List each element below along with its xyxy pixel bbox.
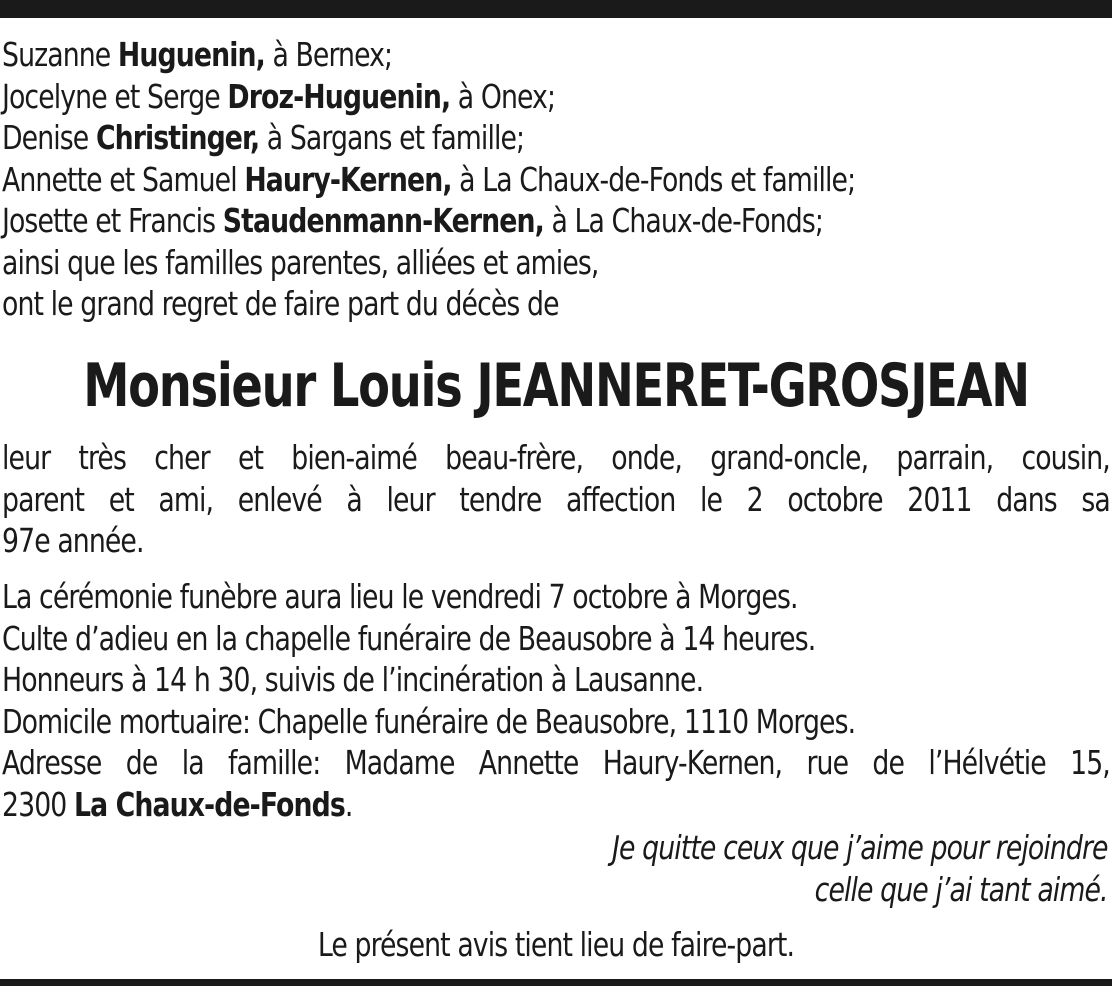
tribute-paragraph	[2, 437, 1110, 562]
address-period: .	[344, 784, 353, 824]
footer-note: Le présent avis tient lieu de faire-part.	[317, 925, 795, 964]
intro-line: ainsi que les familles parentes, alliées et amies,	[2, 242, 599, 282]
family-first-names: Suzanne	[2, 35, 118, 74]
ceremony-line: Adresse de la famille: Madame Annette Haury-Kernen, rue de l’Hélvétie 15,	[2, 743, 1110, 782]
ceremony-line: La cérémonie funèbre aura lieu le vendredi 7 octobre à Morges.	[2, 577, 798, 616]
quote	[612, 827, 1108, 910]
tribute-line: 97e année.	[2, 521, 144, 560]
family-first-names: Josette et Francis	[2, 201, 223, 240]
ceremony-paragraph	[2, 576, 1110, 825]
family-location: à La Chaux-de-Fonds et famille;	[451, 159, 856, 199]
family-location: à Bernex;	[264, 35, 393, 74]
ceremony-line: Domicile mortuaire: Chapelle funéraire de Beausobre, 1110 Morges.	[2, 701, 856, 741]
family-list	[2, 34, 999, 325]
family-line	[2, 117, 1110, 159]
top-rule	[0, 0, 1112, 18]
family-line	[2, 34, 1110, 76]
family-location: à La Chaux-de-Fonds;	[543, 201, 823, 240]
family-line	[2, 159, 1110, 201]
city-name: La Chaux-de-Fonds	[73, 784, 345, 824]
postal-code: 2300	[2, 784, 74, 824]
tribute-line: parent et ami, enlevé à leur tendre affection le 2 octobre 2011 dans sa	[2, 479, 1110, 519]
family-location: à Sargans et famille;	[259, 118, 525, 157]
family-first-names: Jocelyne et Serge	[2, 76, 228, 116]
family-first-names: Denise	[2, 118, 96, 157]
bottom-rule	[0, 979, 1112, 986]
quote-line: celle que j’ai tant aimé.	[815, 869, 1108, 909]
quote-line: Je quitte ceux que j’aime pour rejoindre	[612, 828, 1108, 867]
family-surname: Droz-Huguenin,	[227, 76, 451, 116]
address-line	[2, 784, 1110, 826]
family-surname: Staudenmann-Kernen,	[222, 201, 544, 240]
family-location: à Onex;	[450, 76, 556, 116]
deceased-name: Monsieur Louis JEANNERET-GROSJEAN	[83, 351, 1029, 421]
family-surname: Huguenin,	[117, 35, 265, 74]
family-surname: Haury-Kernen,	[244, 159, 452, 199]
intro-line: ont le grand regret de faire part du décès de	[2, 284, 559, 323]
family-line	[2, 76, 1110, 118]
ceremony-line: Honneurs à 14 h 30, suivis de l’incinération à Lausanne.	[2, 660, 704, 699]
family-surname: Christinger,	[95, 118, 260, 157]
tribute-line: leur très cher et bien-aimé beau-frère, onde, grand-oncle, parrain, cousin,	[2, 438, 1110, 477]
family-line	[2, 200, 1110, 242]
family-first-names: Annette et Samuel	[2, 159, 245, 199]
ceremony-line: Culte d’adieu en la chapelle funéraire de Beausobre à 14 heures.	[2, 618, 816, 658]
